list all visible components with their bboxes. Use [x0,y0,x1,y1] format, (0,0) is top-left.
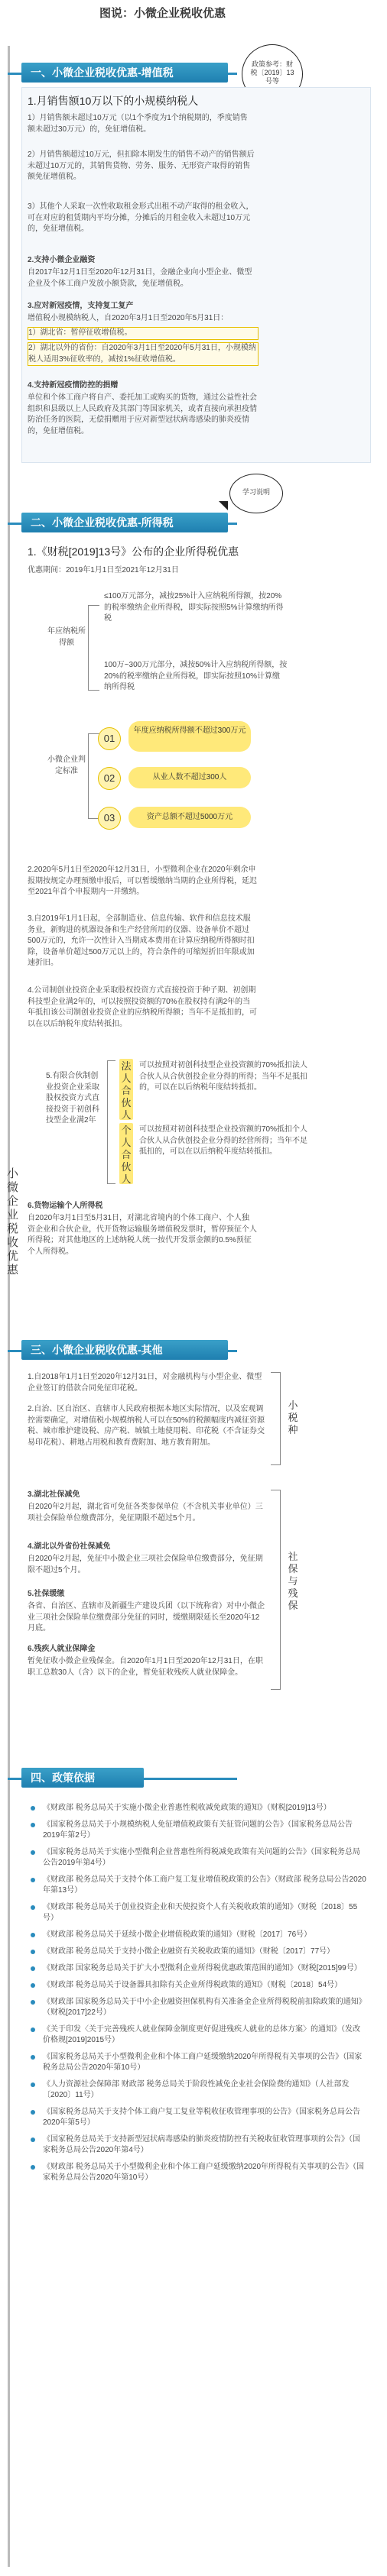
corp-partner-text: 可以按照对初创科技型企业投资额的70%抵扣法人合伙人从合伙创投企业分得的所得；当年不足抵扣的，可以在以后纳税年度结转抵扣。 [139,1061,308,1092]
sec3-right-label-2: 社保与残保 [288,1551,298,1611]
policy-text: 《国家税务总局关于支持个体工商户复工复业等税收征收管理事项的公告》（国家税务总局公告2020年第5号） [43,2108,360,2127]
policy-bullet [31,1966,35,1971]
policy-item [31,1902,367,1924]
criterion-pill-1: 年度应纳税所得额不超过300万元 [128,721,251,752]
sec1-sub3-text: 增值税小规模纳税人，自2020年3月1日至2020年5月31日： [28,314,229,322]
sec3-item5-title: 5.社保缓缴 [28,1590,65,1598]
policy-bullet [31,1806,35,1811]
sec3-item4-text: 自2020年2月起，免征中小微企业三项社会保险单位缴费部分，免征期限不超过5个月。 [28,1555,263,1574]
sec1-sub1-p1: 1）月销售额未超过10万元（以1个季度为1个纳税期的，季度销售额未超过30万元）的，免征增值税。 [28,114,248,134]
criterion-circle-2: 02 [98,767,121,790]
speech-bubble-2-tail [219,501,228,510]
policy-bullet [31,2027,35,2032]
section2-header: 二、小微企业税收优惠-所得税 [21,513,228,532]
sec2-sub4: 4.公司制创业投资企业采取股权投资方式直接投资于种子期、初创期科技型企业满2年的，可以按照投资额的70%在股权持有满2年的当年抵扣该公司制创业投资企业的应纳税所得额；当年不足抵扣的，可以在以后纳税年度结转抵扣。 [28,986,257,1028]
sec3-bracket-1 [271,1372,281,1465]
policy-bullet [31,1823,35,1827]
policy-item [31,1980,367,1991]
sec1-sub1-p2: 2）月销售额超过10万元，但扣除本期发生的销售不动产的销售额后未超过10万元的，其销售货物、劳务、服务、无形资产取得的销售额免征增值税。 [28,150,255,181]
criterion-pill-3: 资产总额不超过5000万元 [128,807,251,828]
policy-text: 《财政部 国家税务总局关于中小企业融资担保机构有关准备金企业所得税税前扣除政策的通知》（财税[2017]22号） [43,1998,366,2017]
policy-text: 《国家税务总局关于小型微利企业和个体工商户延缓缴纳2020年所得税有关事项的公告》（国家税务总局公告2020年第10号） [43,2053,363,2072]
policy-text: 《财政部 税务总局关于小型微利企业和个体工商户延缓缴纳2020年所得税有关事项的公告》（国家税务总局公告2020年第10号） [43,2163,365,2182]
indiv-partner-text: 可以按照对初创科技型企业投资额的70%抵扣个人合伙人从合伙创投企业分得的经营所得；当年不足抵扣的，可以在以后纳税年度结转抵扣。 [139,1125,308,1156]
trunk-label: 小微企业税收优惠 [5,1167,18,1277]
policy-bullet [31,1983,35,1988]
sec1-sub1-title: 1.月销售额10万以下的小规模纳税人 [28,95,199,107]
policy-text: 《国家税务总局关于支持新型冠状病毒感染的肺炎疫情防控有关税收征收管理事项的公告》（国家税务总局公告2020年第4号） [43,2135,360,2154]
section1-header: 一、小微企业税收优惠-增值税 [21,63,228,83]
sec1-sub4-text: 单位和个体工商户将自产、委托加工或购买的货物，通过公益性社会组织和县级以上人民政府及其部门等国家机关，或者直接向承担疫情防治任务的医院，无偿捐赠用于应对新型冠状病毒感染的肺炎疫情的，免征增值税。 [28,393,257,435]
policy-bullet [31,1933,35,1937]
criterion-circle-1: 01 [98,727,121,750]
sec1-sub3-title: 3.应对新冠疫情，支持复工复产 [28,302,134,310]
policy-text: 《国家税务总局关于小规模纳税人免征增值税政策有关征管问题的公告》（国家税务总局公告2019年第2号） [43,1820,353,1840]
policy-bullet [31,1878,35,1882]
sec2-sub5-label: 5.有限合伙制创业投资企业采取股权投资方式直接投资于初创科技型企业满2年 [46,1072,99,1125]
policy-text: 《财政部 税务总局关于延续小微企业增值税政策的通知》（财税〔2017〕76号） [43,1930,312,1939]
policy-text: 《财政部 税务总局关于支持个体工商户复工复业增值税政策的公告》（财政部 税务总局公告2020年第13号） [43,1875,366,1895]
policy-text: 《财政部 国家税务总局关于扩大小型微利企业所得税优惠政策范围的通知》（财税[2015]99号） [43,1964,362,1972]
sec2-bracket [88,605,99,691]
policy-text: 《财政部 税务总局关于设备器具扣除有关企业所得税政策的通知》（财税〔2018〕54号） [43,1981,343,1989]
sec2-period: 优惠期间：2019年1月1日至2021年12月31日 [28,566,179,574]
sec3-item5-text: 各省、自治区、直辖市及新疆生产建设兵团（以下统称省）对中小微企业三项社会保险单位缴费部分免征的同时，缓缴期限延长至2020年12月底。 [28,1602,265,1633]
policy-bullet [31,1850,35,1855]
policy-text: 《关于印发〈关于完善残疾人就业保障金制度更好促进残疾人就业的总体方案〉的通知》（发改价格规[2019]2015号） [43,2025,360,2044]
policy-text: 《国家税务总局关于实施小型微利企业普惠性所得税减免政策有关问题的公告》（国家税务总局公告2019年第4号） [43,1848,360,1867]
policy-text: 《人力资源社会保障部 财政部 税务总局关于阶段性减免企业社会保险费的通知》（人社部发〔2020〕11号） [43,2080,350,2099]
indiv-partner-label: 个人合伙人 [121,1125,132,1185]
sec1-sub1-p3: 3）其他个人采取一次性收取租金形式出租不动产取得的租金收入，可在对应的租赁期内平均分摊，分摊后的月租金收入未超过10万元的，免征增值税。 [28,202,254,233]
policy-text: 《财政部 税务总局关于实施小微企业普惠性税收减免政策的通知》（财税[2019]13号） [43,1804,331,1812]
policy-bullet [31,2165,35,2170]
policy-item [31,2052,367,2073]
policy-item [31,2107,367,2128]
sec1-sub4-title: 4.支持新冠疫情防控的捐赠 [28,381,119,390]
sec2-bracket-3 [107,1060,115,1184]
policy-item [31,1820,367,1841]
sec3-bracket-2 [271,1490,281,1690]
sec3-item2: 2.自治、区自治区、直辖市人民政府根据本地区实际情况，以及宏观调控需要确定，对增值税小规模纳税人可以在50%的税额幅度内减征资源税、城市维护建设税、房产税、城镇土地使用税、印花税（不含证券交易印花税）、耕地占用税和教育费附加、地方教育附加。 [28,1405,265,1447]
criterion-pill-2: 从业人数不超过300人 [128,767,251,788]
policy-bullet [31,1950,35,1954]
policy-item [31,1875,367,1896]
policy-bullet [31,2137,35,2142]
sec1-sub2-title: 2.支持小微企业融资 [28,256,96,264]
sec1-sub2-text: 自2017年12月1日至2020年12月31日，金融企业向小型企业、微型企业及个体工商户发放小额贷款，免征增值税。 [28,268,252,288]
policy-bullet [31,2082,35,2087]
policy-item [31,1803,367,1814]
sec1-sub3-p1: 1）湖北省：暂停征收增值税。 [28,327,259,340]
speech-bubble-2-text: 学习说明 [242,488,270,496]
sec2-band2: 100万~300万元部分，减按50%计入应纳税所得额，按20%的税率缴纳企业所得税，即实际按照10%计算缴纳所得税 [104,661,288,691]
sec2-small-label: 小微企业判定标准 [47,756,86,775]
policy-text: 《财政部 税务总局关于创业投资企业和天使投资个人有关税收政策的通知》（财税〔2018〕55号） [43,1903,358,1922]
policy-bullet [31,1905,35,1910]
policy-item [31,2079,367,2101]
policy-bullet [31,2055,35,2060]
sec2-left-label: 年应纳税所得额 [47,627,86,647]
policy-bullet [31,2110,35,2115]
policy-list [31,1803,367,2189]
sec3-item3-text: 自2020年2月起，湖北省可免征各类参保单位（不含机关事业单位）三项社会保险单位缴费部分，免征期限不超过5个月。 [28,1503,263,1523]
sec2-sub1-title: 1.《财税[2019]13号》公布的企业所得税优惠 [28,545,239,558]
section3-header: 三、小微企业税收优惠-其他 [21,1340,228,1360]
sec3-item1: 1.自2018年1月1日至2020年12月31日，对金融机构与小型企业、微型企业签订的借款合同免征印花税。 [28,1373,262,1393]
policy-item [31,1997,367,2018]
sec3-item6-title: 6.残疾人就业保障金 [28,1645,96,1653]
sec3-item3-title: 3.湖北社保减免 [28,1490,80,1499]
policy-item [31,1847,367,1869]
trunk-line [8,46,10,2567]
policy-item [31,1930,367,1940]
sec3-item4-title: 4.湖北以外省份社保减免 [28,1542,111,1551]
sec2-sub3: 3.自2019年1月1日起，全部制造业、信息传输、软件和信息技术服务业，新购进的机器设备和生产经营所用的仪器、设备单价不超过500万元的，允许一次性计入当期成本费用在计算应纳税所得额时扣除，设备单价超过500万元以上的，符合条件的可缩短折旧年限或加速折旧。 [28,914,255,967]
sec3-item6-text: 暂免征收小微企业残保金。自2020年1月1日至2020年12月31日，在职职工总数30人（含）以下的企业，暂免征收残疾人就业保障金。 [28,1657,263,1677]
policy-item [31,2162,367,2183]
sec2-band1: ≤100万元部分，减按25%计入应纳税所得额，按20%的税率缴纳企业所得税，即实际按照5%计算缴纳所得税 [104,592,284,623]
page-title: 图说：小微企业税收优惠 [99,7,226,20]
policy-item [31,2024,367,2046]
policy-item [31,1947,367,1957]
sec2-sub6-title: 6.货物运输个人所得税 [28,1202,103,1210]
speech-bubble-2 [229,474,283,513]
sec3-right-label-1: 小税种 [288,1400,298,1435]
corp-partner-label: 法人合伙人 [121,1060,132,1121]
sec2-sub2: 2.2020年5月1日至2020年12月31日，小型微利企业在2020年剩余申报期按规定办理预缴申报后，可以暂缓缴纳当期的企业所得税，延迟至2021年首个申报期内一并缴纳。 [28,866,257,896]
policy-item [31,1963,367,1974]
section4-header: 四、政策依据 [21,1768,144,1788]
speech-bubble-1-text: 政策参考：财税〔2019〕13号等 [250,60,294,85]
criterion-circle-3: 03 [98,807,121,830]
policy-item [31,2134,367,2156]
policy-bullet [31,2000,35,2005]
sec1-sub3-p2: 2）湖北以外的省份：自2020年3月1日至2020年5月31日，小规模纳税人适用3%征收率的，减按1%征收增值税。 [28,342,259,366]
sec2-sub6-text: 自2020年3月1日至5月31日，对湖北省境内的个体工商户、个人独资企业和合伙企业，代开货物运输服务增值税发票时，暂停预征个人所得税；对其他地区的上述纳税人统一按代开发票金额的0.5%预征个人所得税。 [28,1214,257,1256]
policy-text: 《财政部 税务总局关于支持小微企业融资有关税收政策的通知》（财税〔2017〕77号） [43,1947,335,1956]
